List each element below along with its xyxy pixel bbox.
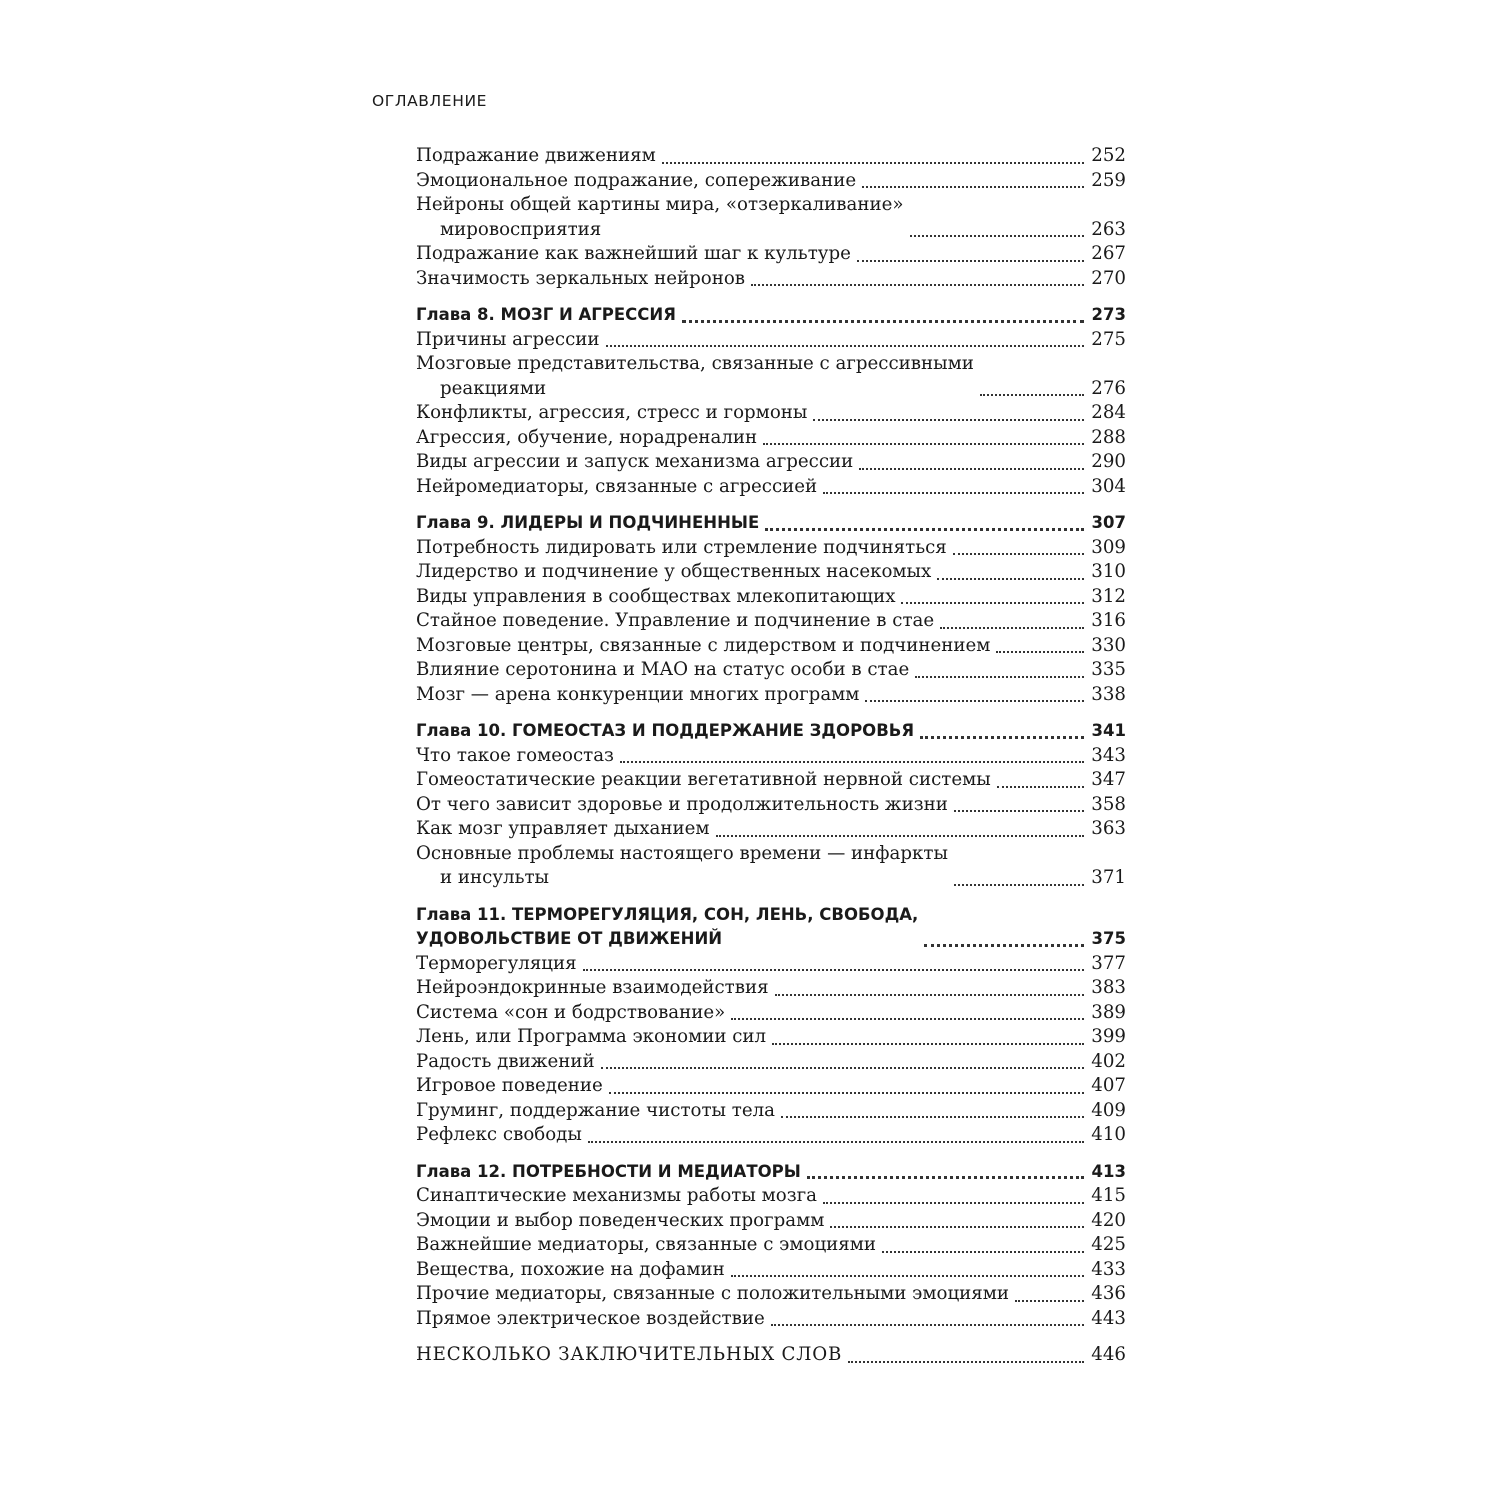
dot-leader [682, 306, 1084, 323]
toc-entry-title [416, 144, 656, 169]
toc-entry-title [416, 768, 991, 793]
dot-leader [601, 1053, 1084, 1069]
dot-leader [859, 454, 1084, 470]
toc-entry-page-number: 267 [1091, 243, 1126, 264]
chapter-heading-title [416, 903, 918, 952]
toc-section [416, 144, 1126, 291]
toc-entry-title [416, 1258, 725, 1283]
chapter-heading-page-number: 375 [1091, 929, 1126, 948]
chapter-heading [416, 511, 1126, 536]
dot-leader [781, 1102, 1084, 1118]
toc-entry-page-number: 275 [1091, 328, 1126, 350]
toc-section [416, 303, 1126, 499]
toc-entry-title [416, 793, 948, 818]
chapter-heading-title-line: Глава 9. ЛИДЕРЫ И ПОДЧИНЕННЫЕ [416, 513, 760, 532]
toc-entry-page-number: 316 [1091, 610, 1126, 631]
toc-entry-title-line: Что такое гомеостаз [416, 744, 614, 766]
toc-entry-page-number: 276 [1091, 377, 1126, 399]
chapter-heading-title [416, 303, 676, 328]
toc-entry [416, 658, 1126, 683]
toc-entry-page-number: 371 [1091, 867, 1126, 888]
toc-entry-title [416, 426, 757, 451]
toc-entry-title-line: Рефлекс свободы [416, 1124, 582, 1145]
dot-leader [606, 331, 1084, 347]
chapter-heading [416, 903, 1126, 952]
toc-entry-page-number: 259 [1091, 169, 1126, 191]
toc-entry-title [416, 1001, 725, 1026]
chapter-heading-title [416, 1160, 801, 1185]
toc-entry [416, 426, 1126, 451]
toc-entry-title [416, 1184, 817, 1209]
toc-entry-title-line: Лень, или Программа экономии сил [416, 1026, 767, 1047]
toc-entry-page-number: 263 [1091, 218, 1126, 240]
toc-entry-title [416, 536, 947, 561]
toc-entry [416, 242, 1126, 267]
toc-entry-title-line: Основные проблемы настоящего времени — инфаркты [416, 842, 948, 864]
dot-leader [807, 1162, 1084, 1179]
toc-entry-title-line: Конфликты, агрессия, стресс и гормоны [416, 402, 808, 423]
toc-entry [416, 475, 1126, 500]
toc-entry [416, 1001, 1126, 1026]
toc-entry-title-line: Нейроэндокринные взаимодействия [416, 977, 769, 998]
toc-entry-title-line: Груминг, поддержание чистоты тела [416, 1099, 775, 1121]
dot-leader [862, 172, 1084, 188]
dot-leader [813, 405, 1084, 421]
toc-entry-title [416, 1233, 876, 1258]
toc-entry-title-line: Важнейшие медиаторы, связанные с эмоциями [416, 1234, 877, 1255]
toc-entry-title [416, 560, 931, 585]
toc-entry-page-number: 415 [1091, 1185, 1126, 1206]
dot-leader [865, 686, 1084, 702]
toc-entry-title-line: Влияние серотонина и МАО на статус особи в стае [416, 659, 910, 680]
toc-entry-title-line: От чего зависит здоровье и продолжительность жизни [416, 793, 948, 815]
dot-leader [662, 148, 1084, 164]
dot-leader [940, 613, 1084, 629]
toc-entry-title-line: Агрессия, обучение, норадреналин [416, 426, 758, 448]
toc-entry-page-number: 347 [1091, 769, 1126, 790]
toc-entry-title [416, 193, 904, 242]
toc-final-entry [416, 1343, 1126, 1368]
toc-entry-title [416, 1099, 775, 1124]
toc-entry-title [416, 1307, 765, 1332]
toc-entry-title-line: Причины агрессии [416, 328, 600, 350]
dot-leader [731, 1261, 1084, 1277]
dot-leader [775, 980, 1084, 996]
toc-entry [416, 560, 1126, 585]
dot-leader [997, 772, 1084, 788]
toc-entry [416, 768, 1126, 793]
toc-entry-title-line: и инсульты [440, 867, 550, 888]
toc-entry-title [416, 352, 974, 401]
toc-entry-page-number: 309 [1091, 536, 1126, 558]
dot-leader [763, 429, 1084, 445]
toc-entry-title [416, 952, 577, 977]
toc-entry-title [416, 1123, 582, 1148]
toc-entry-page-number: 409 [1091, 1099, 1126, 1121]
chapter-heading-title [416, 719, 914, 744]
toc-entry-title [416, 744, 614, 769]
toc-entry-page-number: 363 [1091, 818, 1126, 839]
dot-leader [996, 637, 1084, 653]
toc-entry-title-line: мировосприятия [440, 218, 602, 240]
toc-entry-title [416, 242, 851, 267]
toc-entry-page-number: 312 [1091, 585, 1126, 607]
toc-entry [416, 328, 1126, 353]
toc-entry-title-line: Радость движений [416, 1050, 595, 1072]
toc-entry [416, 1050, 1126, 1075]
chapter-heading [416, 1160, 1126, 1185]
toc-entry [416, 401, 1126, 426]
toc-entry [416, 842, 1126, 891]
toc-entry-title-line: Подражание как важнейший шаг к культуре [416, 243, 851, 264]
toc-entry-title-line: Подражание движениям [416, 145, 656, 166]
toc-entry-title-line: Стайное поведение. Управление и подчинение в стае [416, 610, 935, 631]
toc-entry [416, 1209, 1126, 1234]
dot-leader [823, 478, 1084, 494]
toc-entry-title [416, 328, 600, 353]
chapter-heading-page-number: 341 [1091, 721, 1126, 740]
dot-leader [954, 870, 1084, 886]
toc-entry-page-number: 290 [1091, 451, 1126, 472]
dot-leader [1015, 1286, 1084, 1302]
toc-entry-page-number: 338 [1091, 683, 1126, 705]
chapter-heading-page-number: 413 [1091, 1161, 1126, 1181]
toc-entry-title [416, 634, 990, 659]
toc-entry-title-line: Терморегуляция [416, 952, 577, 974]
toc-entry-title-line: Эмоции и выбор поведенческих программ [416, 1209, 825, 1231]
toc-entry-title [416, 609, 934, 634]
toc-entry-page-number: 436 [1091, 1283, 1126, 1304]
chapter-heading-page-number: 307 [1091, 513, 1126, 532]
dot-leader [980, 380, 1084, 396]
toc-entry-page-number: 330 [1091, 634, 1126, 656]
dot-leader [920, 722, 1084, 739]
toc-entry-title-line: Как мозг управляет дыханием [416, 818, 710, 839]
table-of-contents [416, 144, 1126, 1368]
dot-leader [901, 588, 1084, 604]
toc-entry-title-line: Прочие медиаторы, связанные с положительными эмоциями [416, 1283, 1010, 1304]
toc-entry-title [416, 585, 895, 610]
toc-entry-title-line: Лидерство и подчинение у общественных насекомых [416, 561, 932, 582]
dot-leader [924, 930, 1084, 947]
toc-entry-title [416, 475, 817, 500]
toc-entry-page-number: 399 [1091, 1026, 1126, 1047]
toc-entry-title-line: Нейромедиаторы, связанные с агрессией [416, 475, 818, 497]
toc-entry [416, 609, 1126, 634]
dot-leader [772, 1029, 1084, 1045]
toc-entry [416, 1099, 1126, 1124]
dot-leader [882, 1237, 1084, 1253]
toc-entry [416, 1074, 1126, 1099]
dot-leader [588, 1127, 1084, 1143]
toc-entry-title-line: Гомеостатические реакции вегетативной нервной системы [416, 769, 991, 790]
toc-entry-title [416, 658, 909, 683]
toc-entry [416, 193, 1126, 242]
toc-section [416, 719, 1126, 891]
toc-entry-page-number: 402 [1091, 1050, 1126, 1072]
toc-entry [416, 536, 1126, 561]
toc-entry-title-line: Потребность лидировать или стремление подчиняться [416, 536, 947, 558]
toc-entry-page-number: 420 [1091, 1209, 1126, 1231]
dot-leader [609, 1078, 1084, 1094]
toc-entry-title-line: Прямое электрическое воздействие [416, 1307, 765, 1329]
toc-entry-title-line: Мозг — арена конкуренции многих программ [416, 683, 860, 705]
toc-entry-page-number: 310 [1091, 561, 1126, 582]
dot-leader [765, 514, 1084, 531]
dot-leader [953, 539, 1084, 555]
toc-entry-page-number: 443 [1091, 1307, 1126, 1329]
toc-entry-page-number: 389 [1091, 1001, 1126, 1023]
chapter-heading-page-number: 273 [1091, 305, 1126, 324]
toc-entry-title-line: реакциями [440, 377, 547, 399]
chapter-heading-title-line: Глава 10. ГОМЕОСТАЗ И ПОДДЕРЖАНИЕ ЗДОРОВЬЯ [416, 721, 915, 740]
toc-entry [416, 1123, 1126, 1148]
toc-entry-page-number: 284 [1091, 402, 1126, 423]
toc-entry-page-number: 425 [1091, 1234, 1126, 1255]
toc-entry [416, 1025, 1126, 1050]
toc-entry-title-line: Система «сон и бодрствование» [416, 1001, 726, 1023]
toc-entry [416, 169, 1126, 194]
toc-entry-title [416, 169, 856, 194]
toc-section [416, 1160, 1126, 1332]
toc-entry [416, 976, 1126, 1001]
toc-entry-title [416, 683, 859, 708]
dot-leader [848, 1347, 1084, 1363]
dot-leader [910, 221, 1085, 237]
toc-entry [416, 634, 1126, 659]
toc-final-entry-title [416, 1343, 842, 1368]
toc-entry-title [416, 401, 807, 426]
toc-entry [416, 352, 1126, 401]
toc-final-entry-page-number: 446 [1091, 1344, 1126, 1365]
dot-leader [954, 796, 1084, 812]
toc-entry-title-line: Мозговые представительства, связанные с агрессивными [416, 353, 974, 374]
toc-entry [416, 1258, 1126, 1283]
toc-entry [416, 585, 1126, 610]
toc-entry-title-line: Вещества, похожие на дофамин [416, 1258, 725, 1280]
dot-leader [915, 662, 1084, 678]
chapter-heading-title [416, 511, 759, 536]
toc-entry-title-line: Виды управления в сообществах млекопитающих [416, 585, 896, 607]
toc-entry-title-line: Нейроны общей картины мира, «отзеркаливание» [416, 194, 904, 215]
dot-leader [583, 955, 1084, 971]
toc-entry-title [416, 267, 745, 292]
toc-entry [416, 1282, 1126, 1307]
running-head: ОГЛАВЛЕНИЕ [372, 92, 488, 110]
toc-entry-page-number: 270 [1091, 267, 1126, 289]
toc-entry-page-number: 252 [1091, 145, 1126, 166]
toc-entry [416, 1184, 1126, 1209]
toc-entry [416, 144, 1126, 169]
toc-entry-title-line: Игровое поведение [416, 1075, 603, 1096]
dot-leader [731, 1004, 1084, 1020]
toc-entry-page-number: 304 [1091, 475, 1126, 497]
toc-section [416, 903, 1126, 1148]
chapter-heading [416, 303, 1126, 328]
toc-entry [416, 744, 1126, 769]
chapter-heading-title-line: Глава 8. МОЗГ И АГРЕССИЯ [416, 305, 676, 324]
dot-leader [937, 564, 1084, 580]
toc-entry-title-line: Мозговые центры, связанные с лидерством и подчинением [416, 634, 991, 656]
toc-entry [416, 952, 1126, 977]
chapter-heading-title-line: Глава 11. ТЕРМОРЕГУЛЯЦИЯ, СОН, ЛЕНЬ, СВОБОДА, [416, 904, 919, 924]
dot-leader [830, 1212, 1084, 1228]
toc-entry-page-number: 410 [1091, 1124, 1126, 1145]
toc-entry-title [416, 450, 853, 475]
chapter-heading-title-line: УДОВОЛЬСТВИЕ ОТ ДВИЖЕНИЙ [416, 929, 723, 948]
toc-entry [416, 683, 1126, 708]
toc-entry-title [416, 1074, 603, 1099]
toc-entry-page-number: 433 [1091, 1258, 1126, 1280]
toc-entry [416, 793, 1126, 818]
toc-entry-title [416, 1282, 1009, 1307]
toc-entry-page-number: 358 [1091, 793, 1126, 815]
toc-entry-title [416, 842, 948, 891]
toc-entry-title [416, 817, 710, 842]
toc-entry-title-line: Синаптические механизмы работы мозга [416, 1185, 817, 1206]
toc-entry [416, 1307, 1126, 1332]
toc-entry [416, 1233, 1126, 1258]
toc-entry-title-line: Значимость зеркальных нейронов [416, 267, 746, 289]
toc-entry-title [416, 1025, 766, 1050]
dot-leader [716, 821, 1084, 837]
toc-entry [416, 817, 1126, 842]
toc-entry-page-number: 383 [1091, 977, 1126, 998]
toc-entry-page-number: 335 [1091, 659, 1126, 680]
toc-section [416, 511, 1126, 707]
dot-leader [771, 1310, 1084, 1326]
toc-entry-title-line: Эмоциональное подражание, сопереживание [416, 169, 857, 191]
toc-entry-page-number: 343 [1091, 744, 1126, 766]
toc-entry-page-number: 407 [1091, 1075, 1126, 1096]
toc-entry-page-number: 377 [1091, 952, 1126, 974]
toc-entry-page-number: 288 [1091, 426, 1126, 448]
dot-leader [823, 1188, 1084, 1204]
toc-entry [416, 450, 1126, 475]
toc-entry-title [416, 1050, 595, 1075]
dot-leader [857, 246, 1084, 262]
dot-leader [620, 747, 1084, 763]
toc-entry-title-line: Виды агрессии и запуск механизма агрессии [416, 451, 854, 472]
chapter-heading-title-line: Глава 12. ПОТРЕБНОСТИ И МЕДИАТОРЫ [416, 1161, 801, 1181]
chapter-heading [416, 719, 1126, 744]
dot-leader [751, 270, 1084, 286]
toc-entry-title [416, 976, 769, 1001]
toc-entry [416, 267, 1126, 292]
toc-final-entry-title-line: НЕСКОЛЬКО ЗАКЛЮЧИТЕЛЬНЫХ СЛОВ [416, 1344, 843, 1365]
toc-entry-title [416, 1209, 824, 1234]
